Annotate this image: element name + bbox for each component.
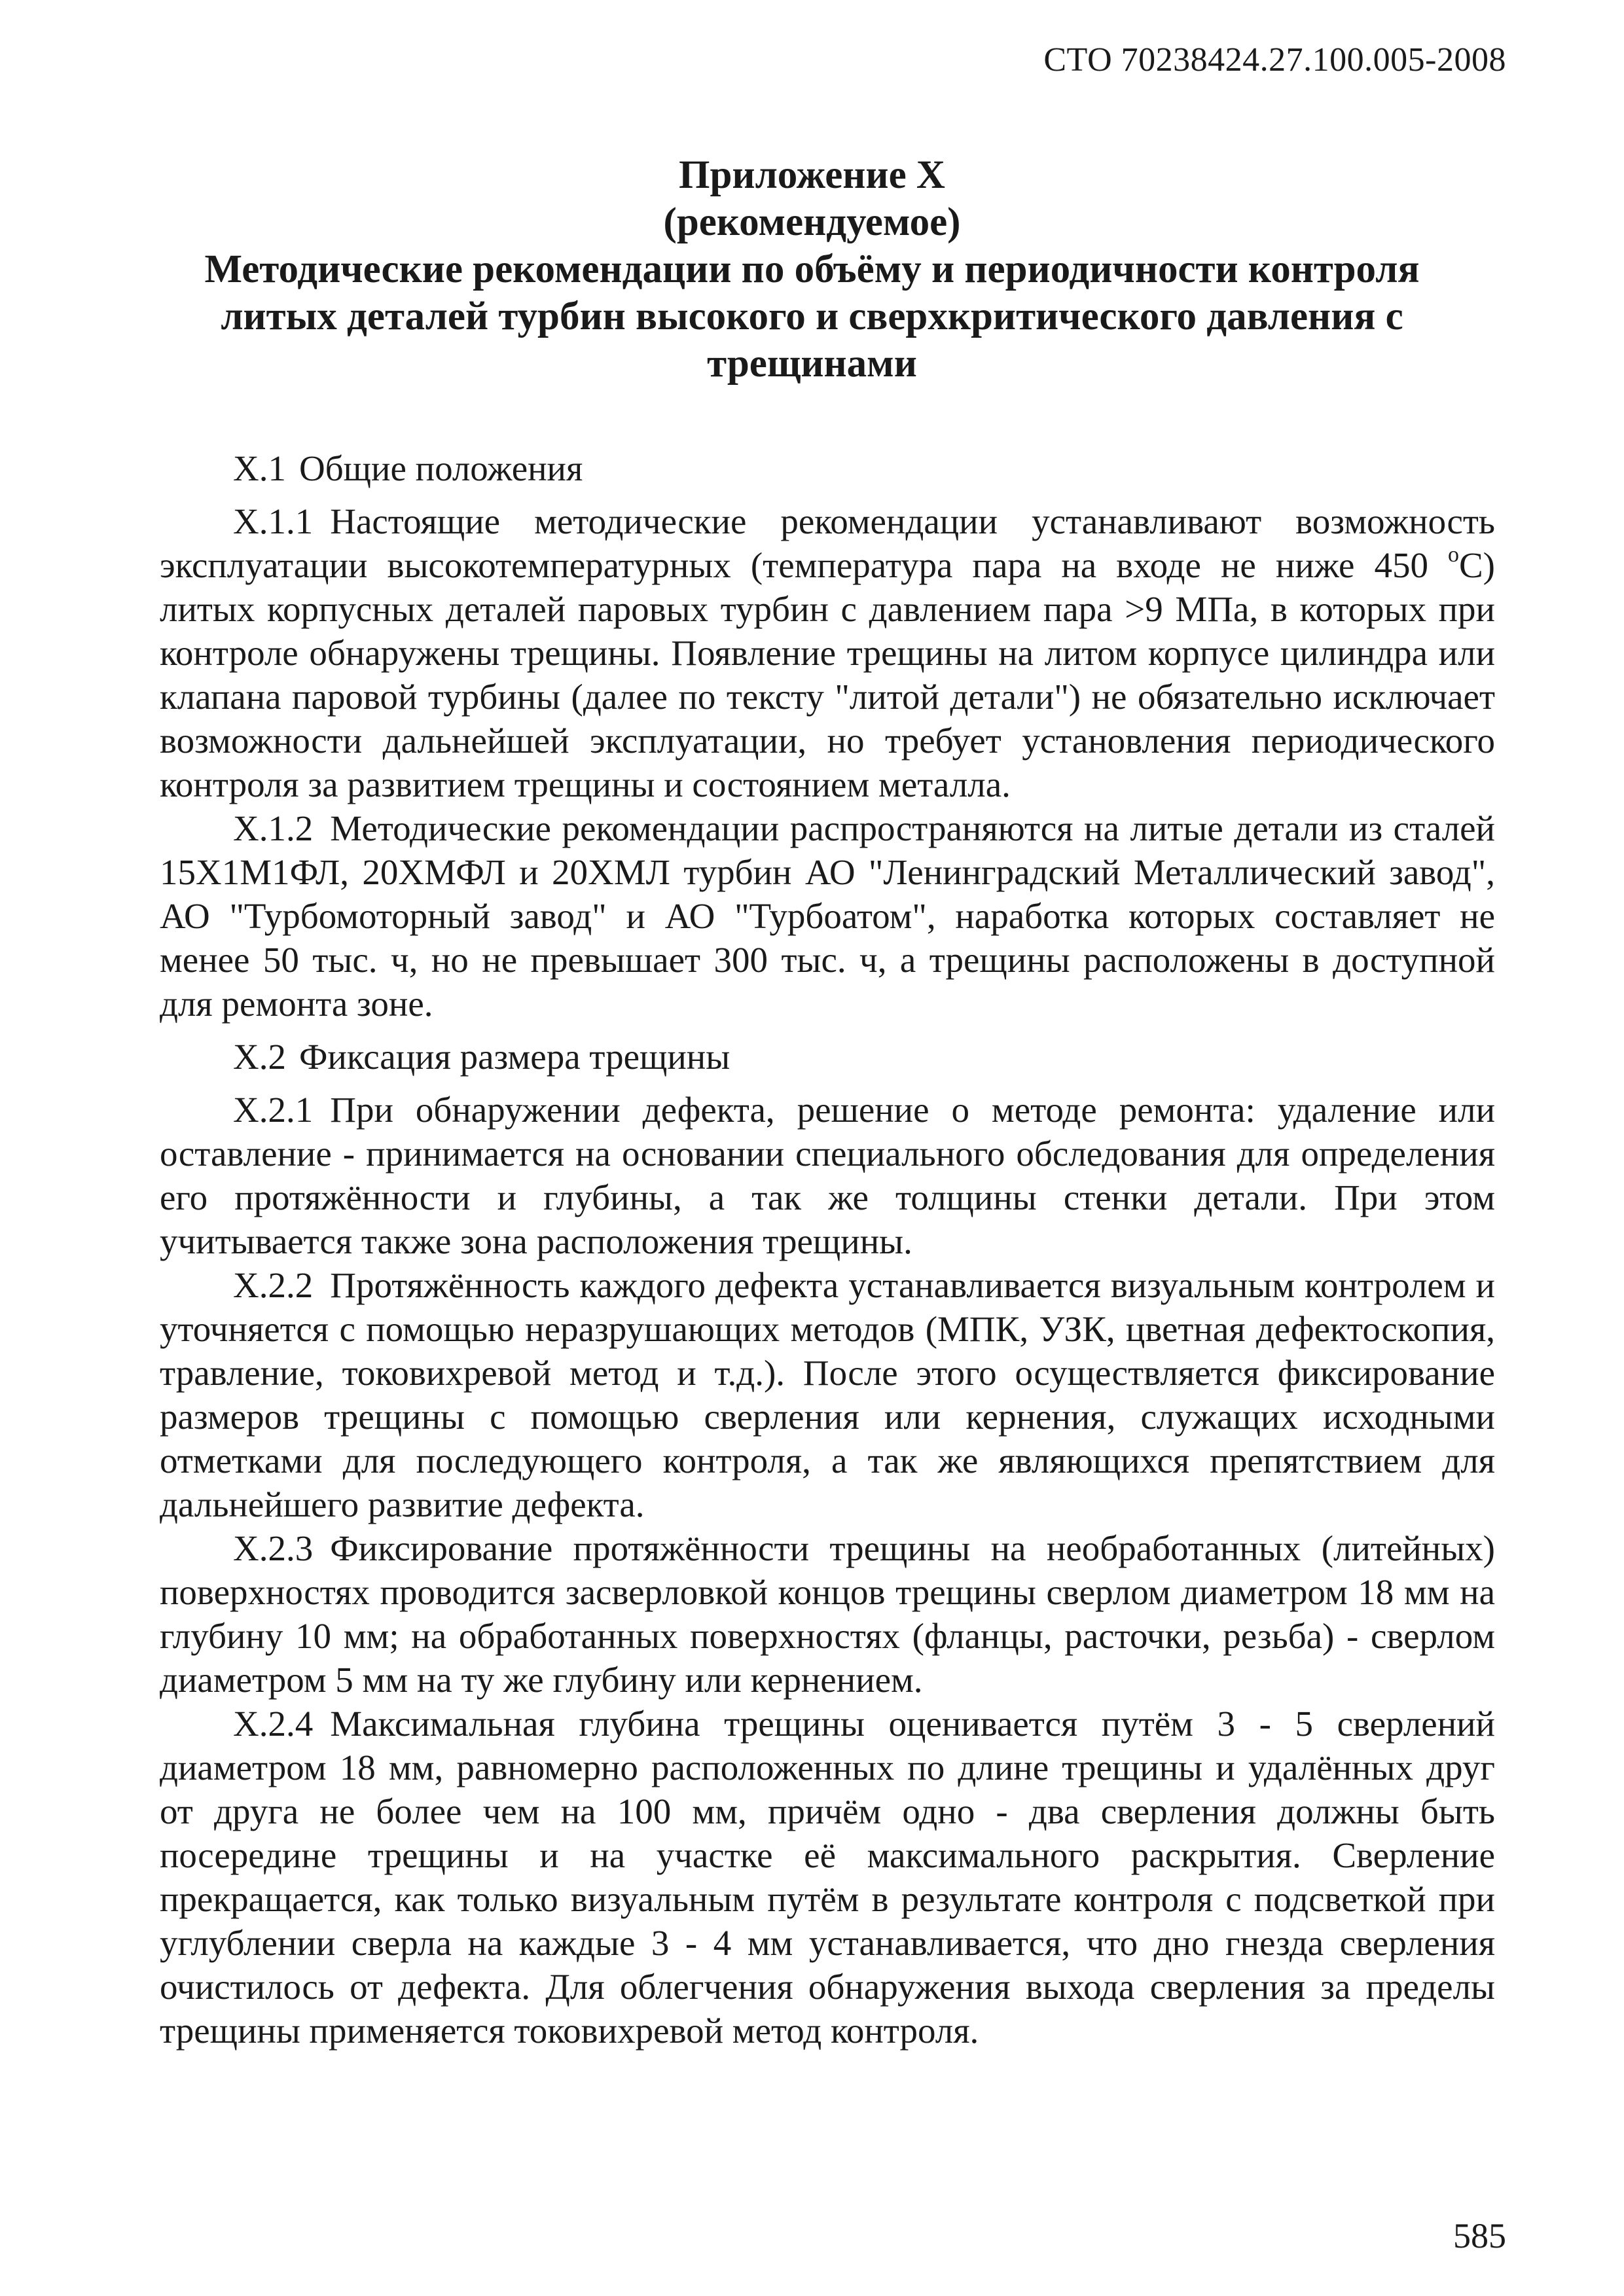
- paragraph-x-2-3: [160, 1526, 1495, 1702]
- document-code: СТО 70238424.27.100.005-2008: [1043, 41, 1506, 79]
- paragraph-number: Х.2.4: [233, 1704, 314, 1744]
- paragraph-text: Максимальная глубина трещины оценивается путём 3 - 5 сверлений диаметром 18 мм, равномерно расположенных по длине трещины и удалённых друг от друга не более чем на 100 мм, причём одно - два сверления должны быть посередине трещины и на участке её максимального раскрытия. Сверление прекращается, как только визуальным путём в результате контроля с подсветкой при углублении сверла на каждые 3 - 4 мм устанавливается, что дно гнезда сверления очистилось от дефекта. Для облегчения обнаружения выхода сверления за пределы трещины применяется токовихревой метод контроля.: [160, 1704, 1495, 2051]
- appendix-heading: Приложение Х: [679, 153, 945, 197]
- paragraph-text: Протяжённость каждого дефекта устанавливается визуальным контролем и уточняется с помощью неразрушающих методов (МПК, УЗК, цветная дефектоскопия, травление, токовихревой метод и т.д.). После этого осуществляется фиксирование размеров трещины с помощью сверления или кернения, служащих исходными отметками для последующего контроля, а так же являющихся препятствием для дальнейшего развитие дефекта.: [160, 1265, 1495, 1524]
- paragraph-x-1-1: [160, 499, 1495, 806]
- appendix-subject-line-1: Методические рекомендации по объёму и периодичности контроля: [204, 247, 1420, 291]
- paragraph-text-cont: С) литых корпусных деталей паровых турбин с давлением пара >9 МПа, в которых при контроле обнаружены трещины. Появление трещины на литом корпусе цилиндра или клапана паровой турбины (далее по тексту "литой детали") не обязательно исключает возможности дальнейшей эксплуатации, но требует установления периодического контроля за развитием трещины и состоянием металла.: [160, 545, 1495, 804]
- appendix-status: (рекомендуемое): [663, 200, 961, 244]
- document-body: [160, 437, 1495, 2053]
- paragraph-number: Х.2.3: [233, 1528, 314, 1568]
- paragraph-text: Методические рекомендации распространяются на литые детали из сталей 15Х1М1ФЛ, 20ХМФЛ и 20ХМЛ турбин АО "Ленинградский Металлический завод", АО "Турбомоторный завод" и АО "Турбоатом", наработка которых составляет не менее 50 тыс. ч, но не превышает 300 тыс. ч, а трещины расположены в доступной для ремонта зоне.: [160, 808, 1495, 1024]
- section-heading-x1: [160, 446, 1495, 490]
- section-number: Х.1: [233, 448, 286, 488]
- paragraph-x-1-2: [160, 806, 1495, 1026]
- section-heading-x2: [160, 1035, 1495, 1079]
- paragraph-x-2-2: [160, 1263, 1495, 1526]
- paragraph-number: Х.2.2: [233, 1265, 314, 1305]
- section-title: Общие положения: [298, 448, 583, 488]
- appendix-subject-line-3: трещинами: [707, 342, 917, 386]
- paragraph-number: Х.1.2: [233, 808, 314, 848]
- paragraph-text: При обнаружении дефекта, решение о методе ремонта: удаление или оставление - принимается на основании специального обследования для определения его протяжённости и глубины, а так же толщины стенки детали. При этом учитывается также зона расположения трещины.: [160, 1090, 1495, 1261]
- appendix-title: [118, 152, 1506, 387]
- section-number: Х.2: [233, 1037, 286, 1077]
- paragraph-number: Х.1.1: [233, 501, 314, 541]
- paragraph-x-2-4: [160, 1702, 1495, 2053]
- section-title: Фиксация размера трещины: [298, 1037, 731, 1077]
- degree-superscript: о: [1448, 543, 1459, 567]
- paragraph-x-2-1: [160, 1088, 1495, 1263]
- page-number: 585: [1453, 2216, 1506, 2255]
- paragraph-number: Х.2.1: [233, 1090, 314, 1130]
- appendix-subject-line-2: литых деталей турбин высокого и сверхкритического давления с: [221, 295, 1403, 338]
- paragraph-text: Фиксирование протяжённости трещины на необработанных (литейных) поверхностях проводится засверловкой концов трещины сверлом диаметром 18 мм на глубину 10 мм; на обработанных поверхностях (фланцы, расточки, резьба) - сверлом диаметром 5 мм на ту же глубину или кернением.: [160, 1528, 1495, 1700]
- paragraph-text: Настоящие методические рекомендации устанавливают возможность эксплуатации высокотемпературных (температура пара на входе не ниже 450: [160, 501, 1495, 585]
